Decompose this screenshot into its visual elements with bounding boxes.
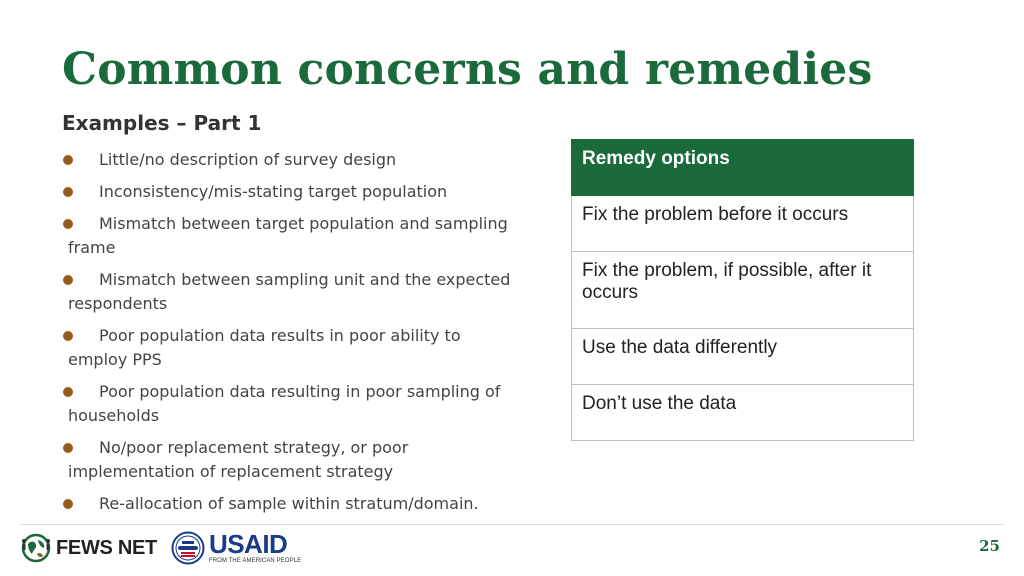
table-row [572, 329, 914, 385]
table-cell: Use the data differently [572, 329, 914, 385]
bullet-dot-icon [63, 219, 73, 229]
usaid-wordmark [209, 531, 301, 565]
footer-divider [20, 524, 1004, 525]
table-header-row [572, 140, 914, 196]
footer-logos [20, 527, 301, 569]
page-subtitle: Examples – Part 1 [62, 111, 262, 135]
list-item-text: Mismatch between sampling unit and the expected respondents [68, 270, 511, 313]
remedy-table [571, 139, 914, 441]
table-row [572, 385, 914, 441]
concerns-list [62, 148, 522, 524]
table-row [572, 196, 914, 252]
table-cell: Fix the problem before it occurs [572, 196, 914, 252]
list-item-text: Poor population data resulting in poor sampling of households [68, 382, 501, 425]
usaid-logo [171, 531, 301, 565]
bullet-dot-icon [63, 387, 73, 397]
list-item-text: No/poor replacement strategy, or poor implementation of replacement strategy [68, 438, 409, 481]
globe-people-icon [20, 532, 52, 564]
table-cell: Don’t use the data [572, 385, 914, 441]
handshake-seal-icon [171, 531, 205, 565]
list-item [62, 148, 522, 172]
fews-net-logo [20, 532, 157, 564]
list-item [62, 212, 522, 260]
bullet-dot-icon [63, 275, 73, 285]
usaid-tagline: FROM THE AMERICAN PEOPLE [208, 558, 302, 564]
list-item [62, 492, 522, 516]
fews-net-label: FEWS NET [56, 536, 157, 559]
list-item [62, 268, 522, 316]
list-item-text: Poor population data results in poor ability to employ PPS [68, 326, 461, 369]
usaid-label: USAID [208, 529, 288, 559]
list-item [62, 380, 522, 428]
list-item [62, 324, 522, 372]
list-item [62, 436, 522, 484]
bullet-dot-icon [63, 187, 73, 197]
list-item [62, 180, 522, 204]
list-item-text: Re-allocation of sample within stratum/domain. [99, 494, 479, 513]
bullet-dot-icon [63, 443, 73, 453]
table-row [572, 252, 914, 329]
table-cell: Fix the problem, if possible, after it occurs [572, 252, 914, 329]
list-item-text: Mismatch between target population and sampling frame [68, 214, 508, 257]
bullet-dot-icon [63, 499, 73, 509]
page-number: 25 [979, 537, 1000, 555]
page-title: Common concerns and remedies [62, 44, 873, 95]
list-item-text: Little/no description of survey design [99, 150, 397, 169]
bullet-dot-icon [63, 155, 73, 165]
list-item-text: Inconsistency/mis-stating target population [99, 182, 448, 201]
table-header-cell: Remedy options [572, 140, 914, 196]
bullet-dot-icon [63, 331, 73, 341]
